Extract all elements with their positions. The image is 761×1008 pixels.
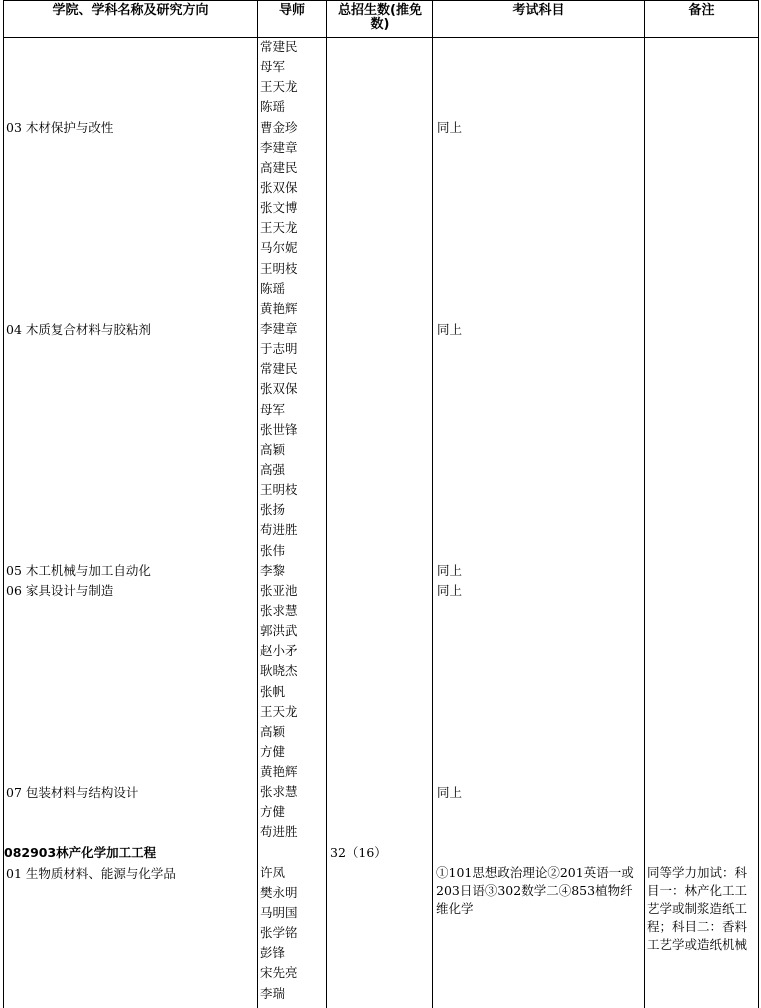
tutor-name: 王明枝 bbox=[260, 260, 298, 276]
direction-04: 04 木质复合材料与胶粘剂 bbox=[6, 322, 151, 337]
tutor-name: 苟进胜 bbox=[260, 824, 298, 840]
tutor-name: 李建章 bbox=[260, 139, 298, 155]
direction-01-exam: ①101思想政治理论②201英语一或203日语③302数学二④853植物纤维化学 bbox=[436, 865, 634, 916]
direction-01-remarks: 同等学力加试：科目一：林产化工工艺学或制浆造纸工程；科目二：香料工艺学或造纸机械 bbox=[647, 865, 748, 952]
header-exam-subjects: 考试科目 bbox=[512, 3, 565, 18]
header-bottom-rule bbox=[3, 37, 759, 38]
table-border-right bbox=[758, 0, 759, 1008]
tutor-name: 王天龙 bbox=[260, 703, 298, 719]
table-divider-3 bbox=[432, 0, 433, 1008]
tutor-name: 常建民 bbox=[260, 39, 298, 54]
direction-03: 03 木材保护与改性 bbox=[6, 120, 114, 135]
tutor-name: 马尔妮 bbox=[260, 240, 298, 256]
tutor-name: 母军 bbox=[260, 59, 286, 75]
table-border-top bbox=[3, 0, 759, 1]
tutor-name: 马明国 bbox=[260, 905, 298, 921]
tutor-name: 母军 bbox=[260, 401, 286, 417]
tutor-name: 张双保 bbox=[260, 179, 298, 195]
tutor-name: 许凤 bbox=[260, 864, 286, 880]
table-divider-2 bbox=[326, 0, 327, 1008]
direction-06-exam: 同上 bbox=[437, 583, 463, 598]
tutor-name: 郭洪武 bbox=[260, 623, 298, 639]
tutor-name bbox=[260, 843, 298, 863]
tutor-name: 李建章 bbox=[260, 320, 298, 336]
tutor-name: 高强 bbox=[260, 461, 286, 477]
tutor-name: 张伟 bbox=[260, 542, 286, 558]
tutor-name: 宋先亮 bbox=[260, 965, 298, 981]
tutor-name: 高建民 bbox=[260, 159, 298, 175]
tutor-name: 方健 bbox=[260, 743, 286, 759]
tutor-name: 高颖 bbox=[260, 441, 286, 457]
tutor-name: 王天龙 bbox=[260, 79, 298, 95]
tutor-list bbox=[260, 37, 298, 1004]
tutor-name: 王天龙 bbox=[260, 220, 298, 236]
tutor-name: 张学铭 bbox=[260, 925, 298, 941]
direction-01: 01 生物质材料、能源与化学品 bbox=[6, 866, 176, 881]
tutor-name: 张求慧 bbox=[260, 784, 298, 800]
direction-07-exam: 同上 bbox=[437, 785, 463, 800]
header-college-subject-direction: 学院、学科名称及研究方向 bbox=[52, 3, 209, 18]
tutor-name: 张帆 bbox=[260, 683, 286, 699]
direction-03-exam: 同上 bbox=[437, 120, 463, 135]
tutor-name: 陈瑶 bbox=[260, 99, 286, 115]
tutor-name: 陈瑶 bbox=[260, 280, 286, 296]
tutor-name: 耿晓杰 bbox=[260, 663, 298, 679]
header-total-enrollment: 总招生数(推免数) bbox=[338, 3, 422, 32]
tutor-name: 黄艳辉 bbox=[260, 764, 298, 780]
table-divider-1 bbox=[257, 0, 258, 1008]
tutor-name: 张双保 bbox=[260, 381, 298, 397]
subject-title: 082903林产化学加工工程 bbox=[4, 845, 157, 860]
tutor-name: 张世锋 bbox=[260, 421, 298, 437]
tutor-name: 张亚池 bbox=[260, 582, 298, 598]
direction-06: 06 家具设计与制造 bbox=[6, 583, 114, 598]
tutor-name: 张文博 bbox=[260, 200, 298, 216]
tutor-name: 于志明 bbox=[260, 341, 298, 357]
tutor-name: 常建民 bbox=[260, 361, 298, 377]
tutor-name: 彭锋 bbox=[260, 945, 286, 961]
header-remarks: 备注 bbox=[688, 3, 715, 18]
tutor-name: 张求慧 bbox=[260, 602, 298, 618]
tutor-name: 方健 bbox=[260, 804, 286, 820]
direction-04-exam: 同上 bbox=[437, 322, 463, 337]
tutor-name: 黄艳辉 bbox=[260, 300, 298, 316]
tutor-name: 李黎 bbox=[260, 562, 286, 578]
header-tutor: 导师 bbox=[278, 3, 305, 18]
tutor-name: 高颖 bbox=[260, 723, 286, 739]
direction-07: 07 包装材料与结构设计 bbox=[6, 785, 139, 800]
tutor-name: 王明枝 bbox=[260, 482, 298, 498]
tutor-name: 苟进胜 bbox=[260, 522, 298, 538]
tutor-name: 李瑞 bbox=[260, 985, 286, 1001]
tutor-name: 樊永明 bbox=[260, 884, 298, 900]
tutor-name: 赵小矛 bbox=[260, 643, 298, 659]
tutor-name: 曹金珍 bbox=[260, 119, 298, 135]
subject-total-enrollment: 32（16） bbox=[330, 845, 387, 860]
direction-05: 05 木工机械与加工自动化 bbox=[6, 563, 151, 578]
table-divider-4 bbox=[644, 0, 645, 1008]
direction-05-exam: 同上 bbox=[437, 563, 463, 578]
tutor-name: 张扬 bbox=[260, 502, 286, 518]
